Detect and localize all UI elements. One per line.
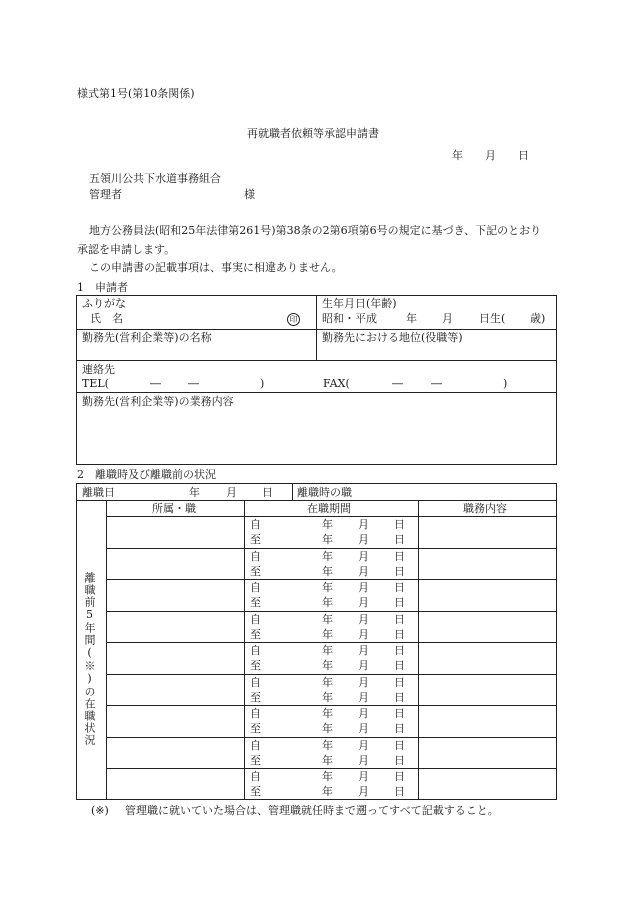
to-label: 至 <box>250 785 261 798</box>
day-label: 日 <box>394 518 405 531</box>
to-label: 至 <box>250 596 261 609</box>
from-label: 自 <box>250 518 261 531</box>
furigana-label: ふりがな <box>82 297 126 310</box>
month-label: 月 <box>358 722 369 735</box>
day-label: 日 <box>394 722 405 735</box>
addressee-role: 管理者 <box>89 188 122 201</box>
day-label: 日 <box>394 691 405 704</box>
day-label: 日 <box>394 533 405 546</box>
fax-close: ) <box>503 377 508 390</box>
year-label: 年 <box>322 691 333 704</box>
year-label: 年 <box>322 644 333 657</box>
body-paragraph-line1: 地方公務員法(昭和25年法律第261号)第38条の2第6項第6号の規定に基づき、下記のとおり <box>89 224 542 237</box>
year-label: 年 <box>322 628 333 641</box>
month-label: 月 <box>358 628 369 641</box>
month-label: 月 <box>358 550 369 563</box>
to-label: 至 <box>250 691 261 704</box>
body-paragraph-line2: 承認を申請します。 <box>77 243 176 256</box>
to-label: 至 <box>250 754 261 767</box>
day-label: 日 <box>394 581 405 594</box>
day-label: 日 <box>394 644 405 657</box>
to-label: 至 <box>250 533 261 546</box>
month-label: 月 <box>358 676 369 689</box>
date-month-label: 月 <box>485 149 496 162</box>
year-label: 年 <box>322 739 333 752</box>
to-label: 至 <box>250 565 261 578</box>
fax-label: FAX( <box>323 377 350 390</box>
year-label: 年 <box>322 596 333 609</box>
retirement-year-label: 年 <box>189 486 200 499</box>
from-label: 自 <box>250 739 261 752</box>
year-label: 年 <box>322 550 333 563</box>
day-label: 日 <box>394 550 405 563</box>
name-label: 氏 名 <box>90 312 123 325</box>
table-row-divider <box>106 674 557 675</box>
from-label: 自 <box>250 770 261 783</box>
month-label: 月 <box>358 581 369 594</box>
year-label: 年 <box>322 722 333 735</box>
business-content-label: 勤務先(営利企業等)の業務内容 <box>82 395 234 408</box>
from-label: 自 <box>250 676 261 689</box>
day-label: 日 <box>394 754 405 767</box>
day-label: 日 <box>394 659 405 672</box>
from-label: 自 <box>250 550 261 563</box>
era-label: 昭和・平成 <box>322 312 377 325</box>
section2-heading: 2 離職時及び離職前の状況 <box>77 468 216 481</box>
form-number: 様式第1号(第10条関係) <box>77 87 195 100</box>
employer-position-label: 勤務先における地位(役職等) <box>322 331 463 344</box>
month-label: 月 <box>358 565 369 578</box>
year-label: 年 <box>322 565 333 578</box>
birth-year-label: 年 <box>406 312 417 325</box>
fax-dash: ― <box>431 377 442 390</box>
month-label: 月 <box>358 739 369 752</box>
birth-day-label: 日生( <box>479 312 506 325</box>
fax-dash: ― <box>392 377 403 390</box>
year-label: 年 <box>322 613 333 626</box>
year-label: 年 <box>322 581 333 594</box>
table-row-divider <box>106 642 557 643</box>
retirement-date-label: 離職日 <box>82 486 115 499</box>
day-label: 日 <box>394 613 405 626</box>
table-row-divider <box>106 579 557 580</box>
column-header-affiliation: 所属・職 <box>152 502 196 515</box>
year-label: 年 <box>322 785 333 798</box>
section1-heading: 1 申請者 <box>77 281 128 294</box>
day-label: 日 <box>394 628 405 641</box>
footnote-mark: (※) <box>91 804 109 817</box>
table-row-divider <box>106 611 557 612</box>
day-label: 日 <box>394 785 405 798</box>
year-label: 年 <box>322 518 333 531</box>
year-label: 年 <box>322 676 333 689</box>
day-label: 日 <box>394 707 405 720</box>
from-label: 自 <box>250 613 261 626</box>
month-label: 月 <box>358 518 369 531</box>
table-row-divider <box>106 768 557 769</box>
from-label: 自 <box>250 707 261 720</box>
footnote-text: 管理職に就いていた場合は、管理職就任時まで遡ってすべて記載すること。 <box>125 804 499 817</box>
month-label: 月 <box>358 770 369 783</box>
day-label: 日 <box>394 565 405 578</box>
retirement-day-label: 日 <box>262 486 273 499</box>
birthdate-label: 生年月日(年齢) <box>322 297 397 310</box>
table-row-divider <box>106 548 557 549</box>
addressee-organization: 五領川公共下水道事務組合 <box>89 172 221 185</box>
month-label: 月 <box>358 707 369 720</box>
date-year-label: 年 <box>452 149 463 162</box>
from-label: 自 <box>250 581 261 594</box>
month-label: 月 <box>358 754 369 767</box>
to-label: 至 <box>250 659 261 672</box>
year-label: 年 <box>322 770 333 783</box>
to-label: 至 <box>250 722 261 735</box>
table-row-divider <box>106 705 557 706</box>
month-label: 月 <box>358 785 369 798</box>
tel-close: ) <box>260 377 265 390</box>
month-label: 月 <box>358 596 369 609</box>
month-label: 月 <box>358 613 369 626</box>
employer-name-label: 勤務先(営利企業等)の名称 <box>82 331 212 344</box>
month-label: 月 <box>358 691 369 704</box>
tel-label: TEL( <box>82 377 109 390</box>
year-label: 年 <box>322 659 333 672</box>
document-title: 再就職者依頼等承認申請書 <box>247 127 379 140</box>
from-label: 自 <box>250 644 261 657</box>
body-paragraph2: この申請書の記載事項は、事実に相違ありません。 <box>89 261 343 274</box>
month-label: 月 <box>358 659 369 672</box>
seal-mark: 印 <box>287 313 300 326</box>
year-label: 年 <box>322 754 333 767</box>
day-label: 日 <box>394 676 405 689</box>
retirement-month-label: 月 <box>226 486 237 499</box>
column-header-period: 在職期間 <box>307 502 351 515</box>
addressee-honorific: 様 <box>244 188 255 201</box>
side-label: 離職前5年間(※)の在職状況 <box>83 572 96 746</box>
day-label: 日 <box>394 739 405 752</box>
month-label: 月 <box>358 644 369 657</box>
tel-dash: ― <box>188 377 199 390</box>
year-label: 年 <box>322 707 333 720</box>
day-label: 日 <box>394 596 405 609</box>
tel-dash: ― <box>150 377 161 390</box>
year-label: 年 <box>322 533 333 546</box>
column-header-duties: 職務内容 <box>463 502 507 515</box>
to-label: 至 <box>250 628 261 641</box>
contact-label: 連絡先 <box>82 363 115 376</box>
month-label: 月 <box>358 533 369 546</box>
date-day-label: 日 <box>518 149 529 162</box>
day-label: 日 <box>394 770 405 783</box>
retirement-position-label: 離職時の職 <box>297 486 352 499</box>
age-label: 歳) <box>530 312 546 325</box>
birth-month-label: 月 <box>442 312 453 325</box>
table-row-divider <box>106 737 557 738</box>
